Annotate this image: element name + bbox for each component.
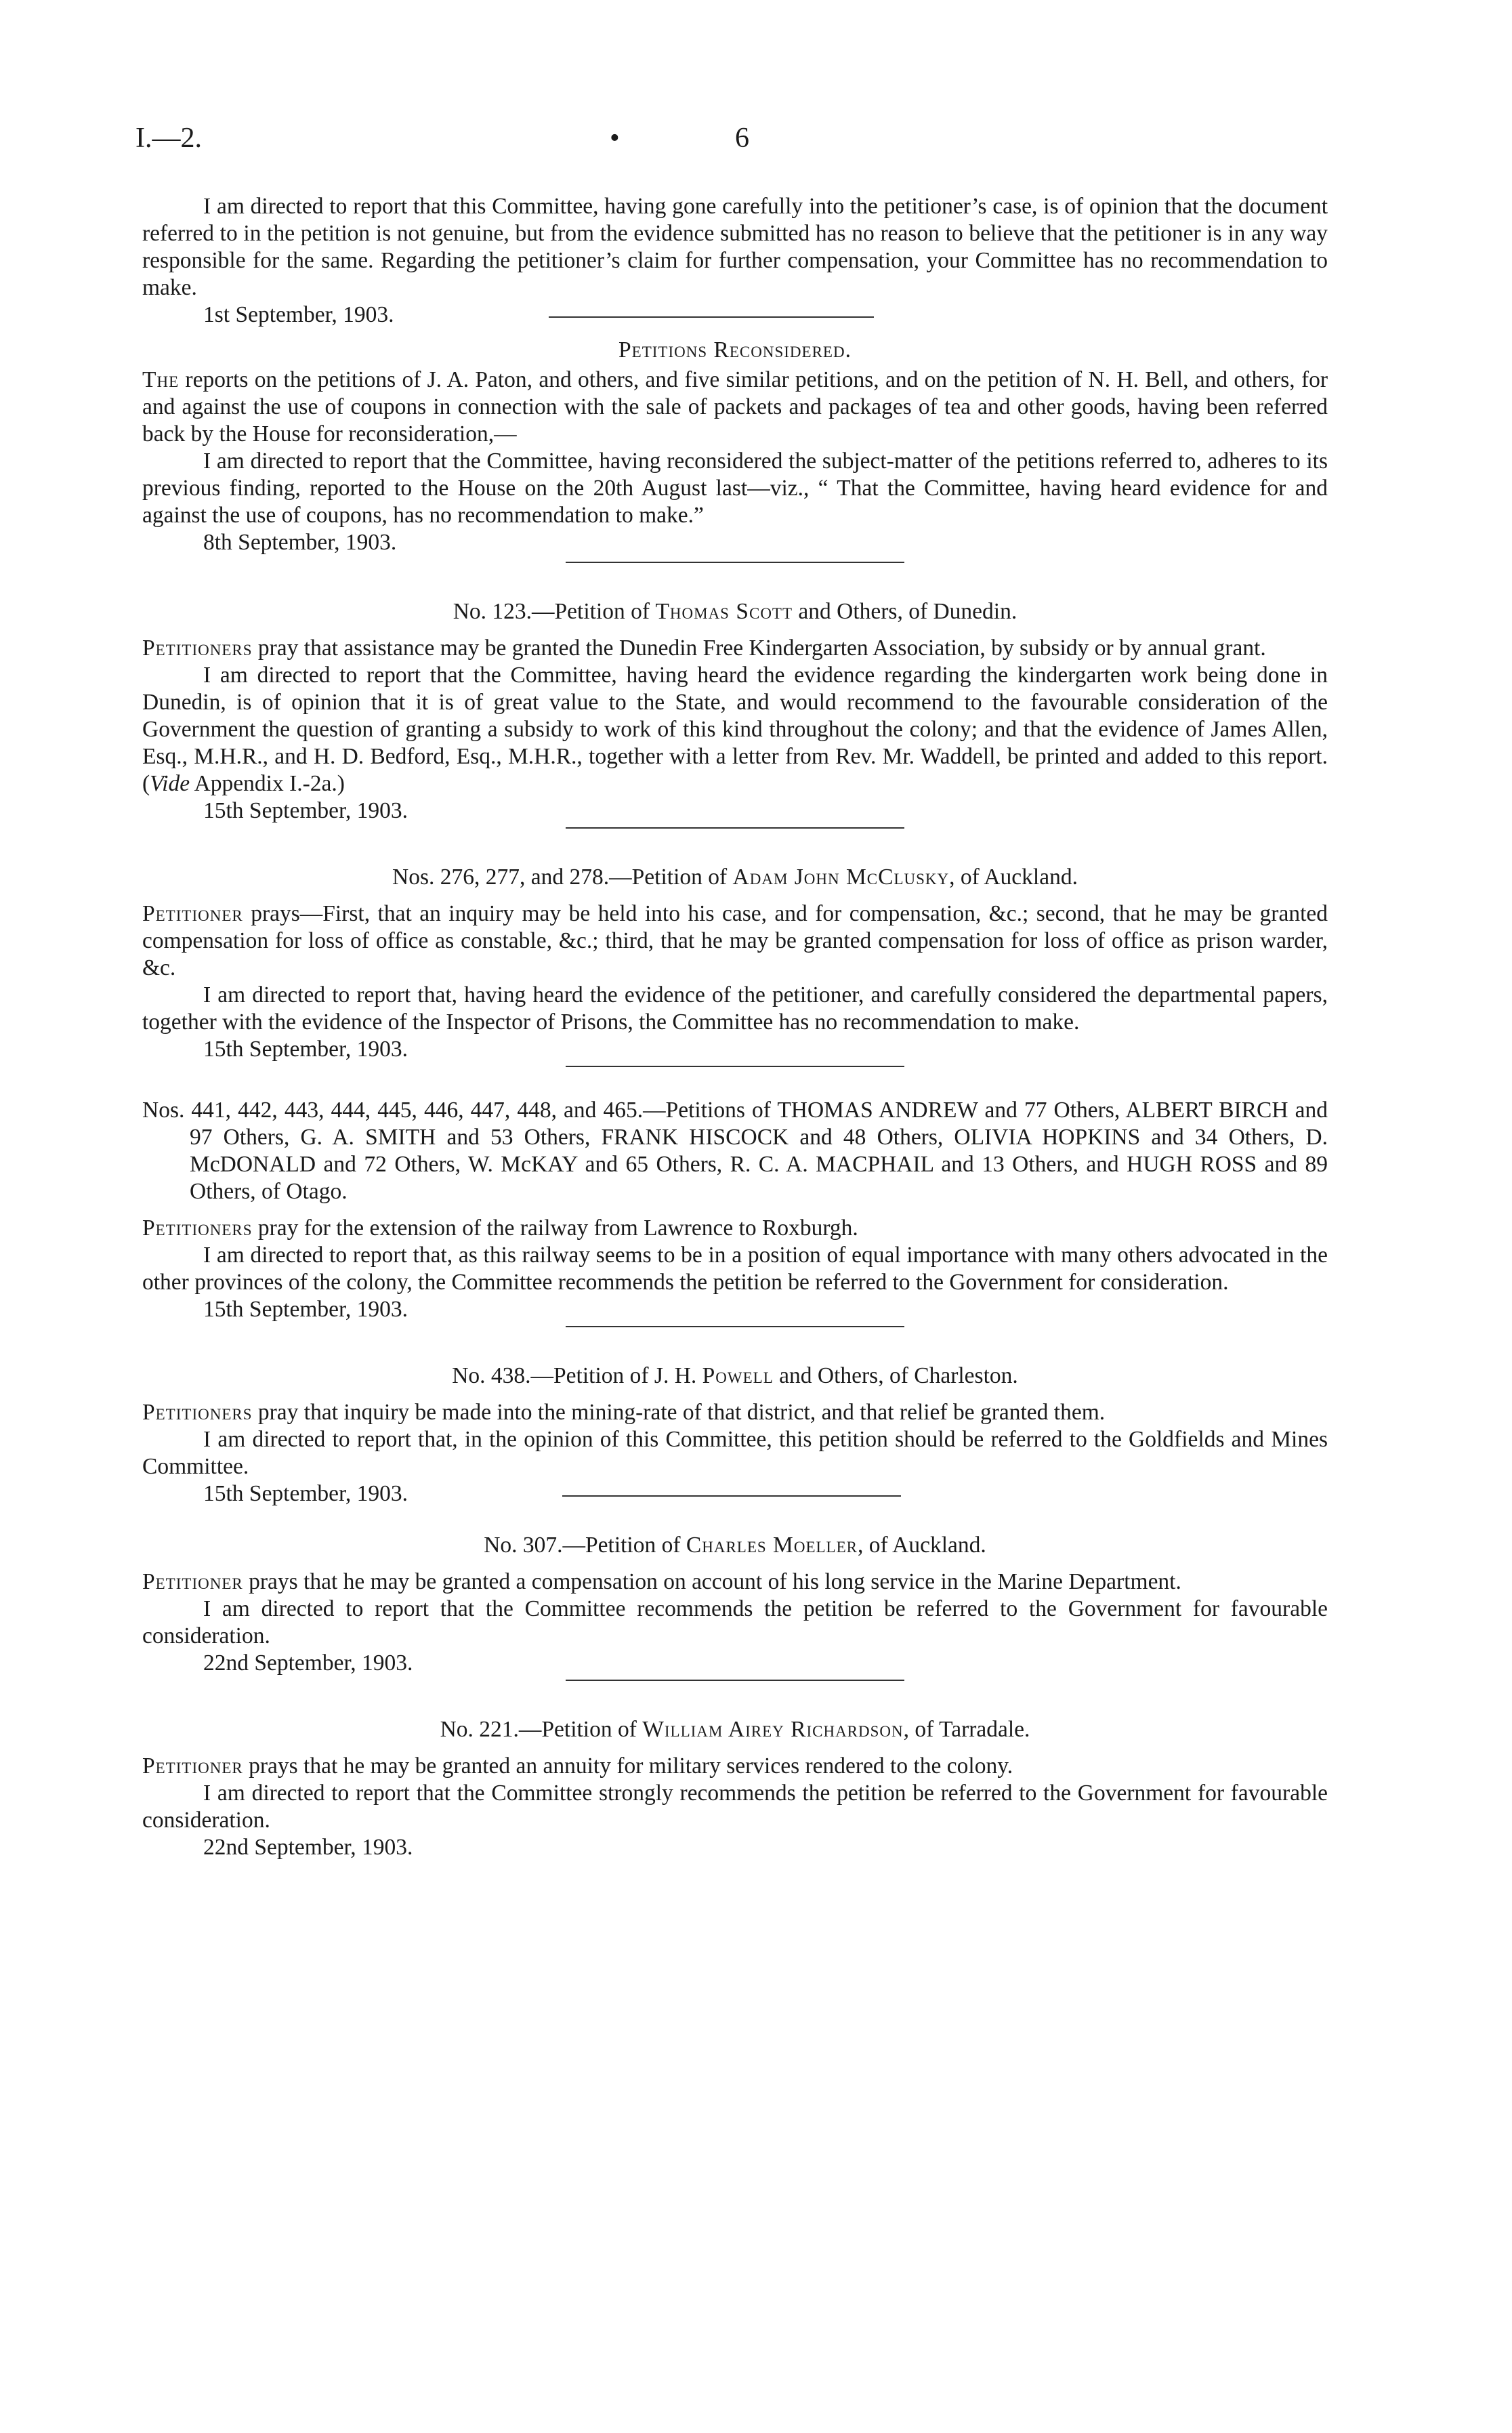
section-divider bbox=[562, 1495, 901, 1497]
reconsidered-prayer-text: reports on the petitions of J. A. Paton, and others, and five similar petitions, and on the petition of N. H. Bell, and others, for and against the use of coupons in connection with the sale of packets and packages of tea and other goods, having been referred back by the House for reconsideration,— bbox=[142, 367, 1328, 446]
reconsidered-title: Petitions Reconsidered. bbox=[618, 337, 852, 362]
title-prefix: No. 307.—Petition of bbox=[484, 1533, 686, 1558]
petition-date: 15th September, 1903. bbox=[203, 1481, 408, 1506]
prayer-lead: Petitioners bbox=[142, 636, 253, 661]
reconsidered-lead: The bbox=[142, 367, 180, 392]
title-prefix: No. 221.—Petition of bbox=[440, 1717, 643, 1742]
petition-prayer bbox=[142, 1753, 1328, 1780]
prayer-lead: Petitioners bbox=[142, 1400, 253, 1425]
header-dot: • bbox=[610, 123, 620, 154]
intro-paragraph: I am directed to report that this Committee, having gone carefully into the petitioner’s case, is of opinion that the document referred to in the petition is not genuine, but from the evidence submitted has no reason to believe that the petitioner is in any way responsible for the same. Regarding the petitioner’s claim for further compensation, your Committee has no recommendation to make. bbox=[142, 194, 1328, 300]
title-prefix: Nos. 276, 277, and 278.—Petition of bbox=[392, 865, 733, 890]
prayer-lead: Petitioner bbox=[142, 1569, 243, 1594]
petition-date: 22nd September, 1903. bbox=[203, 1650, 413, 1676]
petition-date: 15th September, 1903. bbox=[203, 1037, 408, 1062]
petitioner-name: Charles Moeller bbox=[686, 1533, 858, 1558]
section-divider bbox=[566, 562, 904, 563]
petitioner-name: Thomas Scott bbox=[655, 599, 793, 624]
title-prefix: No. 123.—Petition of bbox=[453, 599, 656, 624]
prayer-text: pray that inquiry be made into the mining-rate of that district, and that relief be granted them. bbox=[257, 1400, 1106, 1425]
report-italic: Vide bbox=[150, 771, 190, 796]
prayer-lead: Petitioner bbox=[142, 1753, 243, 1779]
title-suffix: , of Auckland. bbox=[858, 1533, 986, 1558]
petitioner-name: Powell bbox=[702, 1363, 774, 1388]
title-prefix: No. 438.—Petition of J. H. bbox=[452, 1363, 702, 1388]
prayer-lead: Petitioners bbox=[142, 1215, 253, 1241]
petition-date: 15th September, 1903. bbox=[203, 1297, 408, 1322]
petition-276-278 bbox=[142, 864, 1328, 1063]
reconsidered-section bbox=[142, 337, 1328, 556]
petition-prayer bbox=[142, 635, 1328, 662]
petitioner-name: Adam John McClusky bbox=[732, 865, 950, 890]
petition-report bbox=[142, 662, 1328, 797]
title-suffix: and Others, of Charleston. bbox=[773, 1363, 1018, 1388]
reconsidered-report: I am directed to report that the Committee, having reconsidered the subject-matter of the petitions referred to, adheres to its previous finding, reported to the House on the 20th August last—viz., “ That the Committee, having heard evidence for and against the use of coupons, has no recommendation to make.” bbox=[142, 449, 1328, 528]
petitioner-name: William Airey Richardson bbox=[642, 1717, 904, 1742]
petition-title bbox=[142, 864, 1328, 891]
prayer-text: prays—First, that an inquiry may be held into his case, and for compensation, &c.; second, that he may be granted compensation for loss of office as constable, &c.; third, that he may be granted compensation for loss of office as prison warder, &c. bbox=[142, 901, 1328, 980]
petition-prayer bbox=[142, 1568, 1328, 1596]
intro-section bbox=[142, 193, 1328, 329]
title-suffix: , of Auckland. bbox=[949, 865, 1078, 890]
title-suffix: , of Tarradale. bbox=[903, 1717, 1030, 1742]
petition-report: I am directed to report that the Committee strongly recommends the petition be referred to the Government for favourable consideration. bbox=[142, 1781, 1328, 1833]
reconsidered-date: 8th September, 1903. bbox=[203, 530, 397, 555]
page-number: 6 bbox=[735, 123, 749, 154]
petition-prayer bbox=[142, 1399, 1328, 1426]
prayer-text: prays that he may be granted a compensation on account of his long service in the Marine Department. bbox=[249, 1569, 1181, 1594]
document-body bbox=[142, 193, 1328, 1861]
report-text: I am directed to report that the Committee, having heard the evidence regarding the kindergarten work being done in Dunedin, is of opinion that it is of great value to the State, and would recommend to the favourable consideration of the Government the question of granting a subsidy to work of this kind throughout the colony; and that the evidence of James Allen, Esq., M.H.R., and H. D. Bedford, Esq., M.H.R., together with a letter from Rev. Mr. Waddell, be printed and added to this report. ( bbox=[142, 663, 1328, 796]
petition-date: 15th September, 1903. bbox=[203, 798, 408, 823]
petition-307 bbox=[142, 1532, 1328, 1677]
petition-prayer bbox=[142, 1215, 1328, 1242]
petition-title bbox=[142, 1716, 1328, 1743]
petition-title bbox=[142, 598, 1328, 625]
parliamentary-paper-ref: I.—2. bbox=[135, 123, 202, 154]
section-divider bbox=[566, 1680, 904, 1681]
section-divider bbox=[566, 1326, 904, 1327]
petition-123 bbox=[142, 598, 1328, 825]
section-divider bbox=[549, 316, 874, 318]
section-divider bbox=[566, 1066, 904, 1067]
section-divider bbox=[566, 827, 904, 829]
prayer-text: pray that assistance may be granted the Dunedin Free Kindergarten Association, by subsidy or by annual grant. bbox=[257, 636, 1266, 661]
title-suffix: and Others, of Dunedin. bbox=[793, 599, 1017, 624]
petition-438 bbox=[142, 1363, 1328, 1507]
intro-date: 1st September, 1903. bbox=[203, 302, 394, 327]
reconsidered-prayer bbox=[142, 367, 1328, 448]
petition-date: 22nd September, 1903. bbox=[203, 1835, 413, 1860]
report-appendix: Appendix I.-2a.) bbox=[190, 771, 345, 796]
petition-title-hanging: Nos. 441, 442, 443, 444, 445, 446, 447, 448, and 465.—Petitions of THOMAS ANDREW and 77 Others, ALBERT BIRCH and 97 Others, G. A. SMITH and 53 Others, FRANK HISCOCK and 48 Others, OLIVIA HOPKINS and 34 Others, D. McDONALD and 72 Others, W. McKAY and 65 Others, R. C. A. MACPHAIL and 13 Others, and HUGH ROSS and 89 Others, of Otago. bbox=[142, 1098, 1328, 1204]
petition-report: I am directed to report that, having heard the evidence of the petitioner, and carefully considered the departmental papers, together with the evidence of the Inspector of Prisons, the Committee has no recommendation to make. bbox=[142, 982, 1328, 1035]
petition-report: I am directed to report that, in the opinion of this Committee, this petition should be referred to the Goldfields and Mines Committee. bbox=[142, 1427, 1328, 1479]
petition-report: I am directed to report that the Committee recommends the petition be referred to the Government for favourable consideration. bbox=[142, 1596, 1328, 1648]
petition-221 bbox=[142, 1716, 1328, 1861]
page-header bbox=[135, 122, 1341, 163]
prayer-text: prays that he may be granted an annuity for military services rendered to the colony. bbox=[249, 1753, 1013, 1779]
prayer-text: pray for the extension of the railway from Lawrence to Roxburgh. bbox=[257, 1215, 858, 1241]
petition-title bbox=[142, 1532, 1328, 1559]
petition-441-465 bbox=[142, 1097, 1328, 1323]
petition-prayer bbox=[142, 900, 1328, 982]
petition-report: I am directed to report that, as this railway seems to be in a position of equal importance with many others advocated in the other provinces of the colony, the Committee recommends the petition be referred to the Government for consideration. bbox=[142, 1243, 1328, 1295]
petition-title bbox=[142, 1363, 1328, 1390]
prayer-lead: Petitioner bbox=[142, 901, 243, 926]
